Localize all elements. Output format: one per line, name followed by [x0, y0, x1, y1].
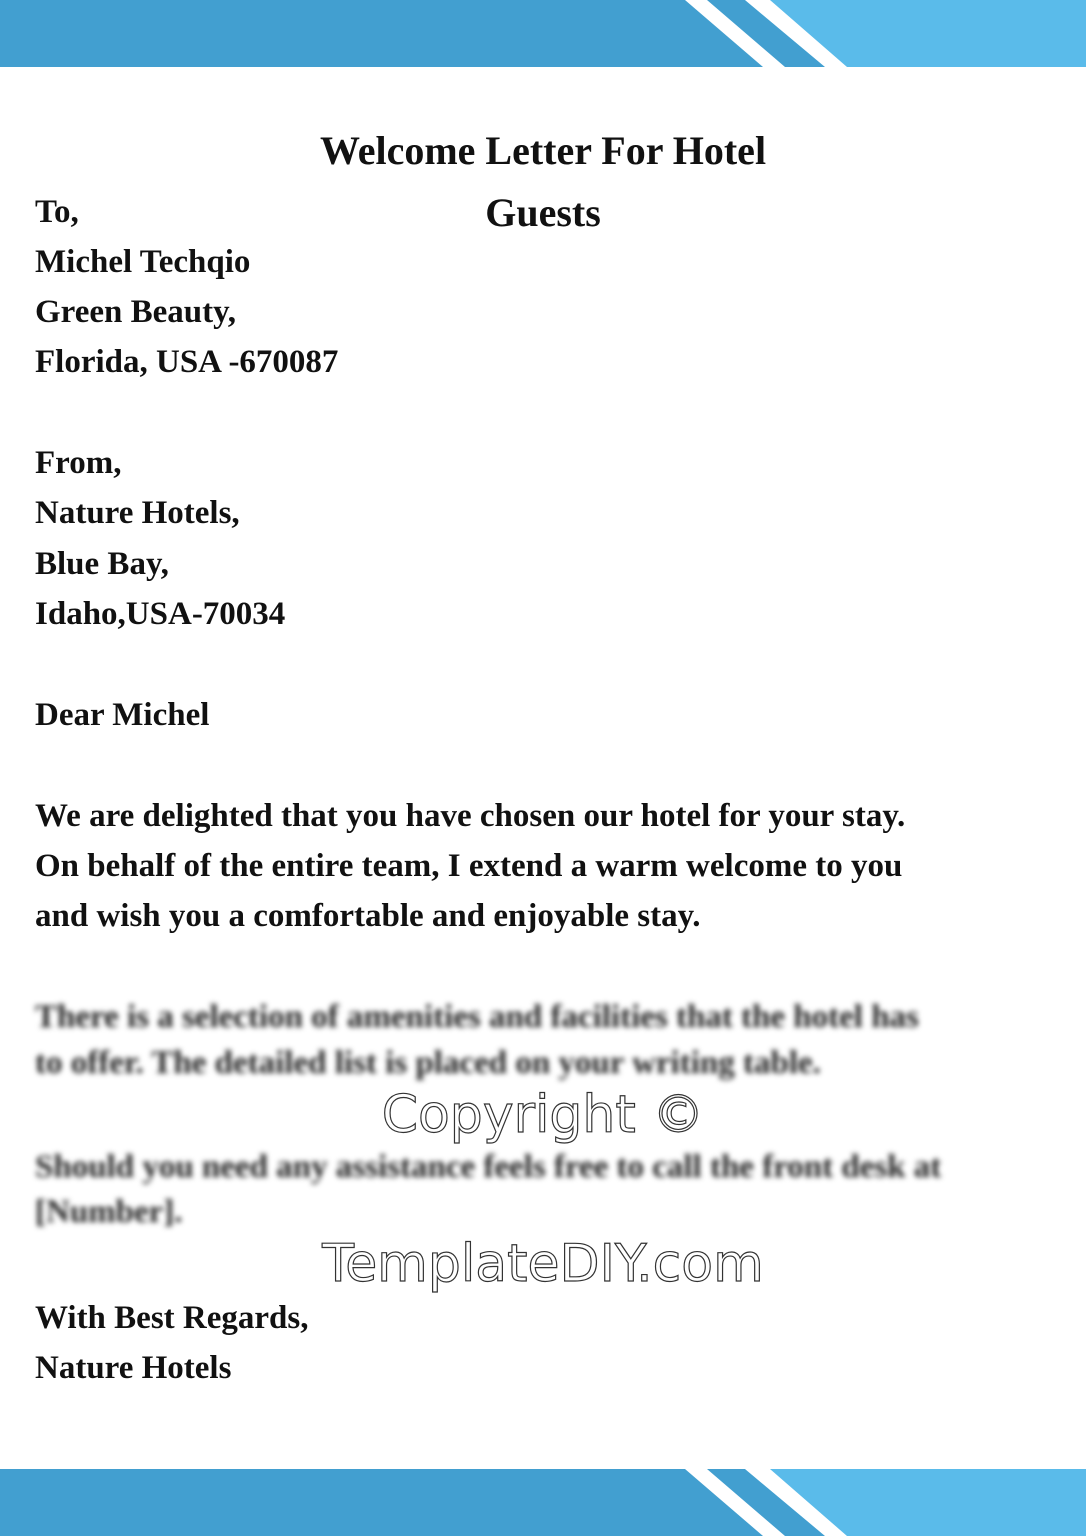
blurred-paragraph-line: to offer. The detailed list is placed on your writing table. [35, 1045, 821, 1081]
body-paragraph-line: On behalf of the entire team, I extend a warm welcome to you [35, 848, 903, 884]
sender-label: From, [35, 445, 122, 481]
watermark-copyright: Copyright © [381, 1085, 705, 1145]
closing: With Best Regards, [35, 1300, 309, 1336]
blurred-paragraph-line: There is a selection of amenities and facilities that the hotel has [35, 999, 919, 1035]
body-paragraph-line: We are delighted that you have chosen our hotel for your stay. [35, 798, 906, 834]
bottom-decorative-banner [0, 1469, 1086, 1536]
recipient-label: To, [35, 194, 79, 230]
letter-title-line1: Welcome Letter For Hotel [319, 128, 767, 173]
body-paragraph-line: and wish you a comfortable and enjoyable stay. [35, 898, 701, 934]
blurred-paragraph-line: [Number]. [35, 1194, 183, 1230]
salutation: Dear Michel [35, 697, 210, 733]
watermark-site: TemplateDIY.com [322, 1234, 764, 1294]
letter-title-line2: Guests [485, 190, 601, 235]
top-decorative-banner [0, 0, 1086, 67]
sender-name: Nature Hotels, [35, 495, 240, 531]
recipient-name: Michel Techqio [35, 244, 251, 280]
recipient-address-line: Florida, USA -670087 [35, 344, 339, 380]
sender-address-line: Idaho,USA-70034 [35, 596, 286, 632]
signature: Nature Hotels [35, 1350, 232, 1386]
blurred-paragraph-line: Should you need any assistance feels free to call the front desk at [35, 1149, 942, 1185]
sender-address-line: Blue Bay, [35, 546, 169, 582]
recipient-address-line: Green Beauty, [35, 294, 237, 330]
